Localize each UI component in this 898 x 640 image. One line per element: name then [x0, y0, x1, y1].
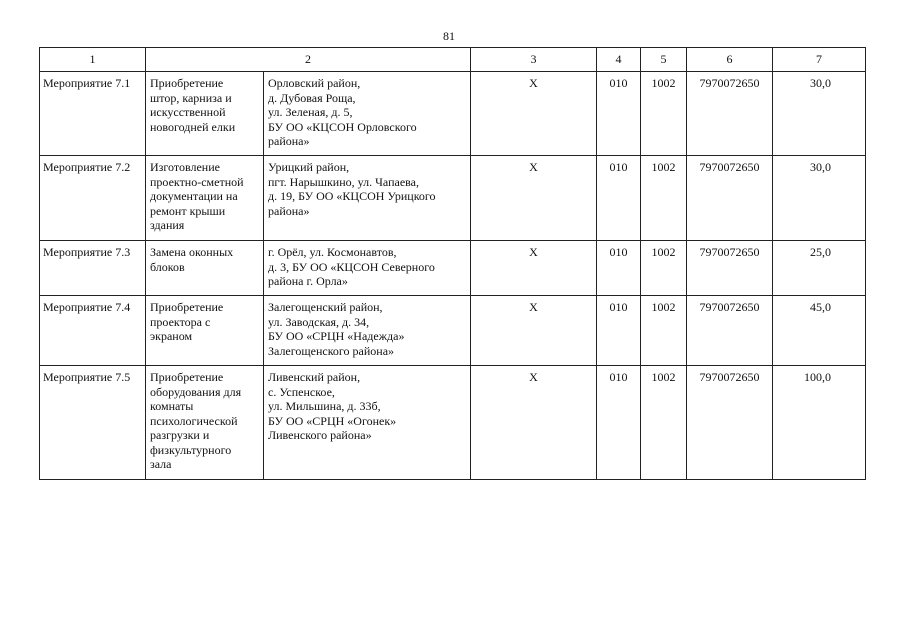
amount-cell: 25,0	[773, 241, 866, 296]
col5-cell: 1002	[641, 156, 687, 241]
header-col-1: 1	[40, 48, 146, 72]
col5-cell: 1002	[641, 366, 687, 480]
col5-cell: 1002	[641, 241, 687, 296]
table-row	[40, 72, 866, 156]
col4-cell: 010	[597, 366, 641, 480]
col6-cell: 7970072650	[687, 72, 773, 156]
col3-cell: Х	[471, 296, 597, 366]
header-col-7: 7	[773, 48, 866, 72]
location-cell: г. Орёл, ул. Космонавтов, д. 3, БУ ОО «КЦСОН Северного района г. Орла»	[264, 241, 471, 296]
location-cell: Залегощенский район, ул. Заводская, д. 34, БУ ОО «СРЦН «Надежда» Залегощенского района»	[264, 296, 471, 366]
col4-cell: 010	[597, 241, 641, 296]
budget-table	[39, 47, 866, 480]
col4-cell: 010	[597, 156, 641, 241]
amount-cell: 30,0	[773, 156, 866, 241]
col3-cell: Х	[471, 366, 597, 480]
event-cell: Мероприятие 7.4	[40, 296, 146, 366]
event-cell: Мероприятие 7.1	[40, 72, 146, 156]
location-cell: Орловский район, д. Дубовая Роща, ул. Зеленая, д. 5, БУ ОО «КЦСОН Орловского района»	[264, 72, 471, 156]
header-col-4: 4	[597, 48, 641, 72]
amount-cell: 45,0	[773, 296, 866, 366]
description-cell: Замена оконных блоков	[146, 241, 264, 296]
header-col-6: 6	[687, 48, 773, 72]
description-cell: Приобретение проектора с экраном	[146, 296, 264, 366]
table-row	[40, 296, 866, 366]
description-cell: Изготовление проектно-сметной документации на ремонт крыши здания	[146, 156, 264, 241]
table-row	[40, 156, 866, 241]
location-cell: Урицкий район, пгт. Нарышкино, ул. Чапаева, д. 19, БУ ОО «КЦСОН Урицкого района»	[264, 156, 471, 241]
amount-cell: 30,0	[773, 72, 866, 156]
col6-cell: 7970072650	[687, 156, 773, 241]
col4-cell: 010	[597, 72, 641, 156]
col6-cell: 7970072650	[687, 366, 773, 480]
col3-cell: Х	[471, 241, 597, 296]
col6-cell: 7970072650	[687, 296, 773, 366]
header-col-3: 3	[471, 48, 597, 72]
col3-cell: Х	[471, 156, 597, 241]
table-row	[40, 241, 866, 296]
header-col-2: 2	[146, 48, 471, 72]
event-cell: Мероприятие 7.5	[40, 366, 146, 480]
event-cell: Мероприятие 7.3	[40, 241, 146, 296]
col5-cell: 1002	[641, 296, 687, 366]
table-row	[40, 366, 866, 480]
col3-cell: Х	[471, 72, 597, 156]
amount-cell: 100,0	[773, 366, 866, 480]
description-cell: Приобретение штор, карниза и искусственной новогодней елки	[146, 72, 264, 156]
page-number: 81	[443, 29, 455, 43]
event-cell: Мероприятие 7.2	[40, 156, 146, 241]
location-cell: Ливенский район, с. Успенское, ул. Мильшина, д. 33б, БУ ОО «СРЦН «Огонек» Ливенского района»	[264, 366, 471, 480]
col5-cell: 1002	[641, 72, 687, 156]
col4-cell: 010	[597, 296, 641, 366]
description-cell: Приобретение оборудования для комнаты психологической разгрузки и физкультурного зала	[146, 366, 264, 480]
header-row	[40, 48, 866, 72]
col6-cell: 7970072650	[687, 241, 773, 296]
header-col-5: 5	[641, 48, 687, 72]
